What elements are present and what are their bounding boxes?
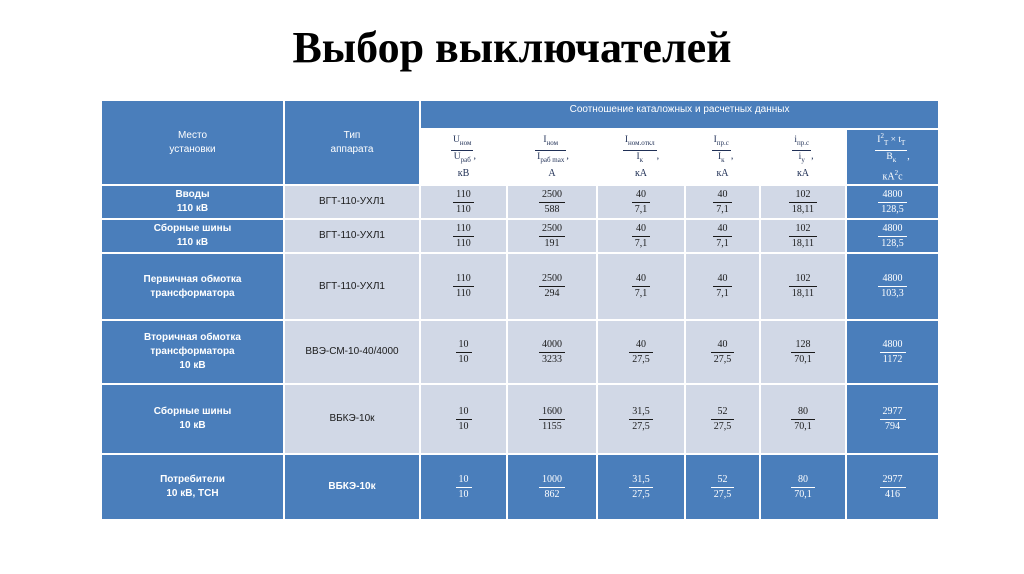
row-value-cell [846,320,939,384]
table-row [101,185,939,219]
value-catalog: 102 [789,222,817,237]
value-calculated: 103,3 [881,288,904,299]
row-type-label: ВГТ-110-УХЛ1 [319,196,385,207]
header-place [101,100,284,185]
value-fraction [629,338,653,367]
row-value-cell [760,384,846,454]
value-fraction [789,272,817,301]
row-value-cell [846,253,939,320]
value-fraction [713,188,732,217]
subheader-comma: , [730,150,734,162]
header-ratio [420,100,939,129]
value-fraction [878,188,907,217]
value-fraction [632,188,651,217]
row-value-cell [420,219,507,253]
value-fraction [880,473,906,502]
value-catalog: 40 [632,188,651,203]
subheader-unit [421,167,506,180]
unit-text: А [548,167,556,179]
row-value-cell [760,185,846,219]
subheader-unit [508,167,596,180]
subheader-denominator [792,151,811,167]
row-place-cell [101,384,284,454]
row-value-cell [420,185,507,219]
value-fraction [713,222,732,251]
value-calculated: 3233 [542,353,562,365]
value-fraction [539,338,565,367]
value-catalog: 102 [789,188,817,203]
value-catalog: 31,5 [629,405,653,420]
subheader-numerator [875,130,907,151]
row-value-cell [507,384,597,454]
subheader-denominator [712,151,731,167]
value-fraction [791,473,815,502]
value-fraction [632,222,651,251]
value-catalog: 52 [711,473,735,488]
row-value-cell [507,253,597,320]
row-value-cell [420,320,507,384]
value-fraction [711,405,735,434]
subheader-cell [420,129,507,185]
value-catalog: 40 [632,222,651,237]
value-fraction [629,405,653,434]
row-type-cell [284,454,420,520]
value-catalog: 80 [791,405,815,420]
value-fraction [711,338,735,367]
value-fraction [539,405,565,434]
table-row [101,384,939,454]
value-calculated: 27,5 [632,488,650,500]
value-calculated: 18,11 [791,237,815,249]
value-catalog: 102 [789,272,817,287]
value-calculated: 110 [456,288,471,299]
row-place-label: Первичная обмотка трансформатора [143,273,242,299]
value-catalog: 2500 [539,222,565,237]
row-place-label: Потребители 10 кВ, ТСН [160,474,225,499]
row-type-cell [284,253,420,320]
num-symbol: I [713,135,717,146]
table-row [101,320,939,384]
value-fraction [632,272,651,301]
row-value-cell [597,384,685,454]
value-calculated: 27,5 [713,488,732,500]
row-value-cell [760,454,846,520]
subheader-denominator [623,151,657,167]
subheader-unit [847,167,938,183]
value-fraction [453,188,474,217]
value-fraction [456,338,472,367]
value-fraction [878,272,907,301]
num-superscript: 2 [880,132,884,141]
row-place-cell [101,320,284,384]
row-place-label: Сборные шины 110 кВ [153,223,232,248]
value-fraction [880,338,906,367]
row-value-cell [685,384,760,454]
value-fraction [453,222,474,251]
num-rest: × t [888,135,901,146]
value-catalog: 110 [453,188,474,203]
value-fraction [453,272,474,301]
value-catalog: 4000 [539,338,565,353]
num-symbol: I [543,135,547,146]
header-place-label: Место установки [169,129,216,155]
den-subscript: раб max [540,155,565,164]
value-catalog: 110 [453,272,474,287]
num-subscript: Т [883,139,889,148]
table-row [101,454,939,520]
subheader-comma: , [907,151,910,163]
num-subscript: ном.откл [628,139,655,147]
row-value-cell [507,219,597,253]
subheader-unit [598,167,684,180]
subheader-numerator [623,134,657,151]
subheader-fraction [875,130,907,167]
value-catalog: 80 [791,473,815,488]
subheader-comma: , [473,150,476,162]
value-calculated: 7,1 [716,288,729,299]
page-title: Выбор выключателей [292,23,732,72]
row-value-cell [507,185,597,219]
row-value-cell [685,253,760,320]
row-type-label: ВВЭ-СМ-10-40/4000 [305,346,399,357]
row-place-label: Вторичная обмотка трансформатора 10 кВ [144,332,241,371]
row-value-cell [507,454,597,520]
unit-text: кА [882,171,895,183]
value-fraction [539,188,565,217]
value-calculated: 1155 [542,420,562,432]
den-symbol: I [636,152,640,162]
header-ratio-label: Соотношение каталожных и расчетных данных [569,104,790,115]
subheader-numerator [792,134,811,151]
value-calculated: 7,1 [634,237,648,249]
value-calculated: 794 [885,420,901,432]
value-catalog: 40 [711,338,735,353]
value-calculated: 7,1 [716,237,729,249]
value-fraction [791,338,815,367]
num-subscript: пр.с [797,139,810,147]
value-calculated: 18,11 [791,203,815,215]
subheader-comma: , [656,150,660,162]
value-catalog: 4800 [878,188,907,203]
subheader-cell [846,129,939,185]
value-catalog: 1000 [539,473,565,488]
row-type-label: ВГТ-110-УХЛ1 [319,280,385,292]
value-fraction [539,473,565,502]
row-value-cell [420,253,507,320]
value-calculated: 128,5 [881,203,904,215]
value-fraction [456,473,472,502]
num-symbol: I [877,135,881,146]
value-calculated: 27,5 [632,353,650,365]
den-subscript: к [639,155,644,164]
den-symbol: i [798,152,802,162]
value-calculated: 862 [544,488,560,500]
value-calculated: 1172 [882,353,903,365]
value-catalog: 2977 [880,405,906,420]
subheader-fraction [535,134,566,167]
unit-text: кА [716,167,729,179]
subheader-numerator [712,134,731,151]
value-fraction [791,405,815,434]
subheader-cell [597,129,685,185]
den-symbol: B [886,152,893,163]
value-catalog: 40 [632,272,651,287]
row-type-label: ВБКЭ-10к [329,413,375,424]
num-symbol: i [794,135,798,146]
unit-text: кА [796,167,810,179]
subheader-comma: , [811,150,814,162]
value-catalog: 10 [456,405,472,420]
row-value-cell [846,219,939,253]
value-calculated: 416 [885,488,901,500]
subheader-unit [686,167,759,180]
subheader-fraction [623,134,657,167]
value-calculated: 7,1 [634,203,648,215]
row-value-cell [685,185,760,219]
subheader-fraction [792,134,811,167]
value-catalog: 4800 [878,272,907,287]
value-calculated: 128,5 [881,237,904,249]
value-fraction [456,405,472,434]
header-type-label: Тип аппарата [330,129,374,155]
value-fraction [539,272,565,301]
row-value-cell [846,185,939,219]
value-calculated: 7,1 [634,288,648,299]
num-subscript: пр.с [716,139,729,147]
value-calculated: 27,5 [632,420,650,432]
value-calculated: 7,1 [716,203,729,215]
row-value-cell [597,320,685,384]
value-calculated: 294 [544,288,560,299]
value-catalog: 40 [713,222,732,237]
row-value-cell [760,253,846,320]
value-catalog: 128 [791,338,815,353]
value-catalog: 2500 [539,272,565,287]
row-place-cell [101,219,284,253]
value-calculated: 110 [456,237,471,249]
value-catalog: 40 [713,272,732,287]
den-subscript: у [801,155,805,164]
row-type-cell [284,219,420,253]
value-catalog: 10 [456,473,472,488]
unit-text: кВ [457,167,470,179]
subheader-numerator [451,134,473,151]
row-value-cell [685,219,760,253]
value-fraction [789,222,817,251]
row-type-cell [284,384,420,454]
row-place-label: Вводы 110 кВ [175,189,210,214]
header-type [284,100,420,185]
subheader-cell [760,129,846,185]
num-rest-subscript: Т [900,139,906,148]
row-type-cell [284,320,420,384]
value-fraction [880,405,906,434]
value-fraction [878,222,907,251]
num-symbol: I [624,135,628,146]
value-catalog: 40 [629,338,653,353]
row-value-cell [420,454,507,520]
row-value-cell [597,454,685,520]
den-symbol: I [717,152,722,162]
subheader-denominator [875,151,907,167]
value-calculated: 27,5 [713,420,732,432]
value-fraction [629,473,653,502]
den-symbol: I [537,152,541,162]
unit-superscript: 2 [894,169,899,178]
value-catalog: 52 [711,405,735,420]
subheader-denominator [535,151,566,167]
value-catalog: 4800 [880,338,906,353]
row-value-cell [597,253,685,320]
value-catalog: 2500 [539,188,565,203]
subheader-fraction [451,134,473,167]
subheader-denominator [451,151,473,167]
subheader-cell [507,129,597,185]
value-fraction [711,473,735,502]
value-catalog: 1600 [539,405,565,420]
row-value-cell [420,384,507,454]
subheader-unit [761,167,845,180]
value-catalog: 110 [453,222,474,237]
den-subscript: к [721,155,725,164]
den-subscript: к [892,156,897,165]
value-calculated: 70,1 [794,488,812,500]
row-value-cell [685,320,760,384]
unit-rest: с [898,171,903,183]
row-type-label: ВГТ-110-УХЛ1 [319,230,385,241]
value-calculated: 588 [544,203,560,215]
den-symbol: U [453,152,461,162]
den-subscript: раб [460,155,471,164]
row-value-cell [846,454,939,520]
row-place-label: Сборные шины 10 кВ [153,406,232,431]
row-value-cell [760,219,846,253]
value-catalog: 40 [713,188,732,203]
row-value-cell [685,454,760,520]
value-calculated: 70,1 [794,420,812,432]
value-calculated: 10 [458,353,469,365]
value-fraction [789,188,817,217]
row-type-label: ВБКЭ-10к [328,481,376,492]
table-row [101,253,939,320]
value-catalog: 2977 [880,473,906,488]
subheader-fraction [712,134,731,167]
unit-text: кА [634,167,648,179]
row-place-cell [101,454,284,520]
row-value-cell [846,384,939,454]
value-catalog: 4800 [878,222,907,237]
value-catalog: 31,5 [629,473,653,488]
subheader-cell [685,129,760,185]
row-type-cell [284,185,420,219]
row-value-cell [597,185,685,219]
row-value-cell [760,320,846,384]
value-calculated: 70,1 [794,353,812,365]
num-subscript: ном [459,139,472,147]
row-value-cell [507,320,597,384]
row-place-cell [101,185,284,219]
table-row [101,219,939,253]
num-symbol: U [453,135,460,146]
value-calculated: 27,5 [713,353,732,365]
row-place-cell [101,253,284,320]
value-calculated: 110 [456,203,471,215]
value-calculated: 10 [458,488,469,500]
value-calculated: 191 [544,237,560,249]
row-value-cell [597,219,685,253]
value-catalog: 10 [456,338,472,353]
num-subscript: ном [546,139,559,147]
value-fraction [539,222,565,251]
subheader-numerator [535,134,566,151]
subheader-comma: , [566,150,569,162]
value-calculated: 18,11 [791,288,815,299]
value-fraction [713,272,732,301]
breaker-selection-table [100,99,940,521]
value-calculated: 10 [458,420,469,432]
